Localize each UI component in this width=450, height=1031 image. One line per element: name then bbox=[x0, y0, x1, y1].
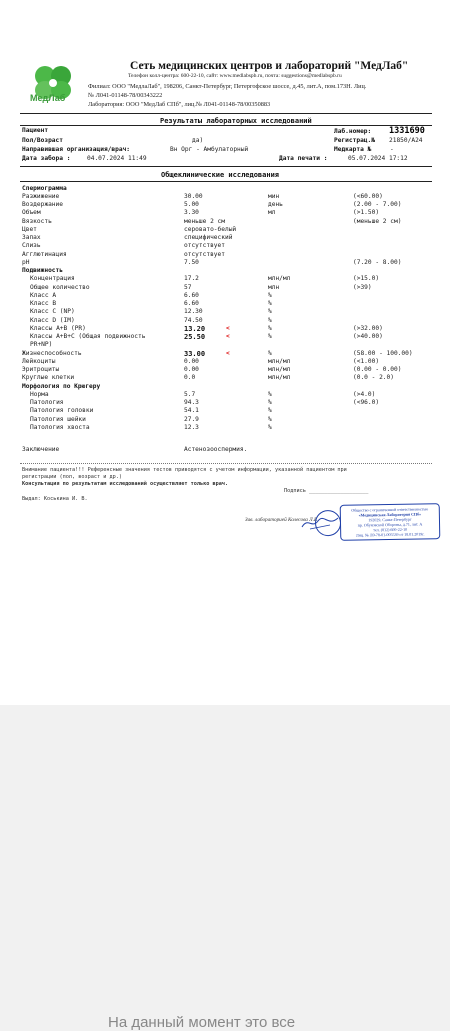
stamp-line: Лиц. № Л0-78-01-005539 от 18.01.2019г. bbox=[355, 531, 425, 538]
result-value: 6.60 bbox=[184, 291, 199, 299]
result-unit: % bbox=[268, 324, 272, 332]
result-value: 54.1 bbox=[184, 407, 199, 415]
result-value: 0.0 bbox=[184, 374, 196, 382]
print-date-label: Дата печати : bbox=[279, 155, 328, 162]
result-row bbox=[22, 341, 442, 349]
stamp-seal-icon bbox=[315, 510, 341, 536]
result-value: 74.50 bbox=[184, 316, 203, 324]
result-unit: мин bbox=[268, 192, 280, 200]
result-name: Классы А+В (PR) bbox=[30, 324, 86, 332]
result-unit: % bbox=[268, 291, 272, 299]
divider bbox=[20, 113, 432, 114]
attention-note-cont: регистрации (пол, возраст и др.) bbox=[22, 474, 122, 480]
result-row bbox=[22, 424, 442, 432]
bottom-caption: На данный момент это все bbox=[108, 1014, 296, 1031]
result-unit: % bbox=[268, 316, 272, 324]
result-value: 12.3 bbox=[184, 423, 199, 431]
result-name: Разжижение bbox=[22, 192, 60, 200]
result-row bbox=[22, 374, 442, 382]
result-name: Лейкоциты bbox=[22, 357, 56, 365]
result-name: Вязкость bbox=[22, 217, 52, 225]
result-unit: млн/мл bbox=[268, 357, 291, 365]
result-row bbox=[22, 325, 442, 333]
result-value: отсутствует bbox=[184, 250, 225, 258]
result-name: Класс А bbox=[30, 291, 57, 299]
result-value: 12.30 bbox=[184, 308, 203, 316]
section-group-row bbox=[22, 383, 442, 391]
result-row bbox=[22, 391, 442, 399]
result-row bbox=[22, 234, 442, 242]
attention-note: Внимание пациента!!! Референсные значения тестов приводятся с учетом информации, указанной пациентом при bbox=[22, 467, 347, 473]
result-name: Общее количество bbox=[30, 283, 90, 291]
result-unit: % bbox=[268, 333, 272, 340]
stamp-line: Общество с ограниченной ответственностью bbox=[351, 506, 429, 513]
result-name: Слизь bbox=[22, 242, 41, 250]
stamp-line: пр. Обуховской Обороны, д.71, лит. А bbox=[357, 521, 423, 528]
sex-age-label: Пол/Возраст bbox=[22, 137, 63, 144]
result-value: 57 bbox=[184, 283, 192, 291]
result-value: 27.9 bbox=[184, 415, 199, 423]
result-reference: (<96.0) bbox=[353, 399, 380, 406]
result-unit: % bbox=[268, 407, 272, 415]
result-reference: (0.00 - 0.00) bbox=[353, 366, 402, 373]
result-name: Объем bbox=[22, 209, 41, 217]
result-reference: (58.00 - 100.00) bbox=[353, 349, 413, 357]
result-name: Класс В bbox=[30, 300, 57, 307]
result-unit: мл bbox=[268, 209, 276, 217]
lab-stamp bbox=[340, 503, 441, 541]
result-reference: (<60.00) bbox=[353, 192, 383, 200]
branch-license: № Л041-01148-78/00343222 bbox=[88, 92, 163, 99]
result-name: Патология шейки bbox=[30, 415, 86, 423]
lab-number-value: 1331690 bbox=[389, 126, 425, 136]
reg-label: Регистрац.№ bbox=[334, 137, 375, 144]
section-title: Общеклинические исследования bbox=[161, 171, 280, 179]
result-value: отсутствует bbox=[184, 242, 225, 250]
low-flag-icon: < bbox=[226, 333, 230, 340]
result-unit: день bbox=[268, 201, 283, 208]
result-row bbox=[22, 242, 442, 250]
result-value: 3.30 bbox=[184, 209, 199, 217]
divider bbox=[20, 166, 432, 167]
result-row bbox=[22, 226, 442, 234]
result-reference: (2.00 - 7.00) bbox=[353, 201, 402, 208]
result-name: Патология хвоста bbox=[30, 423, 90, 431]
consult-note: Консультация по результатам исследований осуществляет только врач. bbox=[22, 481, 229, 487]
result-unit: млн/мл bbox=[268, 366, 291, 373]
result-value: 6.60 bbox=[184, 300, 199, 307]
result-name: Агглютинация bbox=[22, 250, 67, 258]
divider bbox=[20, 125, 432, 126]
result-reference: (>32.00) bbox=[353, 324, 383, 332]
result-name: Воздержание bbox=[22, 201, 63, 208]
low-flag-icon: < bbox=[226, 324, 230, 332]
result-name: Концентрация bbox=[30, 275, 75, 283]
result-value: 17.2 bbox=[184, 275, 199, 283]
result-name: рН bbox=[22, 258, 30, 266]
result-row bbox=[22, 259, 442, 267]
result-reference: (7.20 - 8.00) bbox=[353, 258, 402, 266]
result-row bbox=[22, 284, 442, 292]
section-group-row bbox=[22, 185, 442, 193]
result-reference: (>15.0) bbox=[353, 275, 380, 283]
card-value: - bbox=[390, 146, 394, 153]
org-label: Направившая организация/врач: bbox=[22, 146, 131, 153]
result-value: 0.00 bbox=[184, 357, 199, 365]
result-value: 13.20 bbox=[184, 324, 206, 333]
result-row bbox=[22, 366, 442, 374]
result-value: 5.00 bbox=[184, 201, 199, 208]
lab-number-label: Лаб.номер: bbox=[334, 128, 372, 135]
result-reference: (0.0 - 2.0) bbox=[353, 374, 394, 382]
result-value: серовато-белый bbox=[184, 225, 237, 233]
head-of-lab: Зав. лабораторией Колесова Л.Е. bbox=[245, 517, 319, 523]
lab-license: Лаборатория: ООО "МедЛаб СПб", лиц.№ Л041-01148-78/00350883 bbox=[88, 101, 271, 108]
result-unit: млн bbox=[268, 283, 280, 291]
result-row bbox=[22, 193, 442, 201]
result-unit: % bbox=[268, 308, 272, 316]
result-unit: млн/мл bbox=[268, 374, 291, 382]
result-row bbox=[22, 317, 442, 325]
result-row bbox=[22, 407, 442, 415]
result-unit: % bbox=[268, 399, 272, 406]
low-flag-icon: < bbox=[226, 349, 230, 357]
result-row bbox=[22, 275, 442, 283]
result-row bbox=[22, 350, 442, 358]
result-value: 94.3 bbox=[184, 399, 199, 406]
issued-by: Выдал: Коськина И. В. bbox=[22, 496, 88, 502]
result-reference: (>1.50) bbox=[353, 209, 380, 217]
result-unit: млн/мл bbox=[268, 275, 291, 283]
conclusion-value: Астенозооспермия. bbox=[184, 446, 248, 453]
date-value: 04.07.2024 11:49 bbox=[87, 155, 147, 162]
result-reference: (>40.00) bbox=[353, 333, 383, 340]
result-name: Эритроциты bbox=[22, 366, 60, 373]
patient-label: Пациент bbox=[22, 127, 49, 134]
result-row bbox=[22, 218, 442, 226]
print-date-value: 05.07.2024 17:12 bbox=[348, 155, 408, 162]
results-title: Результаты лабораторных исследований bbox=[160, 117, 312, 125]
stamp-line: тел. (812) 600-22-10 bbox=[373, 526, 408, 533]
signature-line: Подпись ___________________ bbox=[284, 488, 369, 494]
result-unit: % bbox=[268, 300, 272, 307]
result-row bbox=[22, 399, 442, 407]
result-name: Круглые клетки bbox=[22, 374, 75, 382]
result-row bbox=[22, 358, 442, 366]
org-title: Сеть медицинских центров и лабораторий "МедЛаб" bbox=[130, 60, 409, 72]
result-value: 7.50 bbox=[184, 258, 199, 266]
result-value: меньше 2 см bbox=[184, 217, 225, 225]
result-row bbox=[22, 308, 442, 316]
stamp-line: 192029, Санкт-Петербург bbox=[368, 516, 412, 523]
result-name: Норма bbox=[30, 390, 49, 398]
result-value: 0.00 bbox=[184, 366, 199, 373]
result-reference: (>39) bbox=[353, 283, 372, 291]
result-row bbox=[22, 292, 442, 300]
org-value: Вн Орг - Амбулаторный bbox=[170, 146, 249, 153]
result-unit: % bbox=[268, 423, 272, 431]
result-name: Класс С (NP) bbox=[30, 308, 75, 316]
result-value: 33.00 bbox=[184, 349, 206, 358]
sex-age-value: да) bbox=[192, 137, 204, 144]
result-row bbox=[22, 251, 442, 259]
org-contacts: Телефон колл-центра: 600-22-10, сайт: www.medlabspb.ru, почта: suggestions@medlabspb.ru bbox=[128, 73, 342, 79]
result-name: Цвет bbox=[22, 225, 37, 233]
result-value: 25.50 bbox=[184, 333, 206, 341]
result-name: Жизнеспособность bbox=[22, 349, 82, 357]
result-reference: (меньше 2 см) bbox=[353, 217, 402, 225]
result-name: Патология bbox=[30, 399, 64, 406]
divider bbox=[20, 181, 432, 182]
result-name: Подвижность bbox=[22, 267, 63, 274]
result-unit: % bbox=[268, 390, 272, 398]
result-name: Морфология по Крюгеру bbox=[22, 382, 101, 390]
divider bbox=[20, 463, 432, 464]
result-name: Класс D (IM) bbox=[30, 316, 75, 324]
result-name: Классы А+В+С (Общая подвижность bbox=[30, 333, 146, 340]
result-row bbox=[22, 201, 442, 209]
reg-value: 21850/А24 bbox=[389, 137, 423, 144]
result-value: 5.7 bbox=[184, 390, 196, 398]
logo-text: МедЛаб bbox=[30, 93, 66, 103]
result-row bbox=[22, 333, 442, 341]
result-name: Спермограмма bbox=[22, 184, 67, 192]
result-unit: % bbox=[268, 349, 272, 357]
card-label: Медкарта № bbox=[334, 146, 372, 153]
result-row bbox=[22, 300, 442, 308]
result-name: Патология головки bbox=[30, 407, 94, 415]
result-value: 30.00 bbox=[184, 192, 203, 200]
result-name: PR+NP) bbox=[30, 341, 53, 349]
date-label: Дата забора : bbox=[22, 155, 71, 162]
stamp-line: «Медицинская Лаборатория СПб» bbox=[358, 511, 422, 518]
result-reference: (<1.00) bbox=[353, 357, 380, 365]
conclusion-label: Заключение bbox=[22, 446, 60, 453]
section-group-row bbox=[22, 267, 442, 275]
result-row bbox=[22, 209, 442, 217]
result-row bbox=[22, 416, 442, 424]
branch-line: Филиал: ООО "МедлаЛаб", 198206, Санкт-Петербург, Петергофское шоссе, д.45, лит.А, пом.173Н. Лиц. bbox=[88, 83, 367, 90]
result-unit: % bbox=[268, 415, 272, 423]
result-reference: (>4.0) bbox=[353, 390, 376, 398]
result-name: Запах bbox=[22, 234, 41, 241]
result-value: специфический bbox=[184, 234, 233, 241]
